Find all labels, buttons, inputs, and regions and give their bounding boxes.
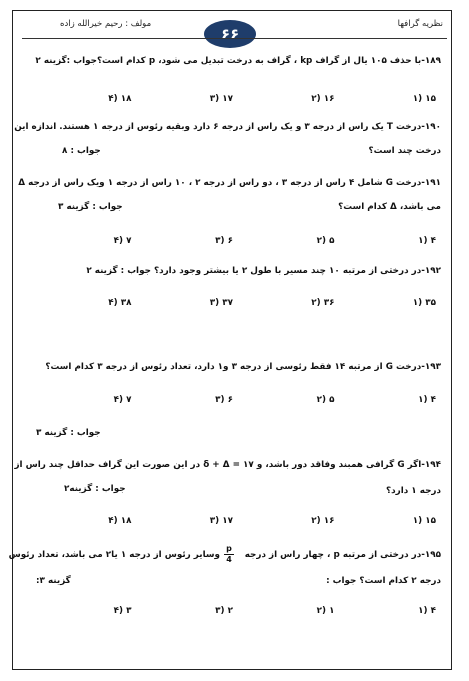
page-frame [12,10,452,670]
author-name: مولف : رحیم خیرالله زاده [60,19,152,29]
fraction-denominator: 4 [226,555,232,564]
option: ۱۶ (۲ [311,516,335,526]
option: ۱۸ (۴ [108,94,132,104]
answer-190: جواب : ۸ [62,146,101,156]
option: ۱۷ (۳ [209,94,233,104]
option: ۱ (۲ [316,606,335,616]
question-191-line2: می باشد، Δ کدام است؟ [338,202,441,212]
question-190-line1: ۱۹۰-درخت T یک راس از درجه ۳ و یک راس از درجه ۶ دارد وبقیه رئوس از درجه ۱ هستند. اندازه این [14,122,441,132]
question-195-line2: درجه ۲ کدام است؟ جواب : [326,576,441,586]
option: ۱۷ (۳ [209,516,233,526]
option: ۵ (۲ [316,395,335,405]
question-189: ۱۸۹-با حذف ۱۰۵ یال از گراف kp ، گراف به درخت تبدیل می شود، p کدام است؟جواب :گزینه ۲ [35,56,441,66]
option: ۳۷ (۳ [209,298,233,308]
question-190-line2: درخت چند است؟ [368,146,441,156]
option: ۳۵ (۱ [412,298,436,308]
options-193 [30,395,436,405]
option: ۷ (۴ [113,236,132,246]
answer-191: جواب : گزینه ۳ [58,202,123,212]
option: ۱۸ (۴ [108,516,132,526]
options-191 [30,236,436,246]
option: ۱۵ (۱ [412,94,436,104]
options-195 [30,606,436,616]
option: ۱۶ (۲ [311,94,335,104]
answer-195: گزینه ۳: [36,576,71,586]
question-192: ۱۹۲-در درختی از مرتبه ۱۰ چند مسیر با طول ۲ یا بیشتر وجود دارد؟ جواب : گزینه ۲ [86,266,441,276]
question-193: ۱۹۳-درخت G از مرتبه ۱۴ فقط رئوسی از درجه ۳ و۱ دارد، تعداد رئوس از درجه ۳ کدام است؟ [45,362,441,372]
option: ۴ (۱ [418,395,436,405]
question-194-line2: درجه ۱ دارد؟ [386,486,441,496]
option: ۴ (۱ [418,606,436,616]
option: ۳ (۴ [113,606,132,616]
question-191-line1: ۱۹۱-درخت G شامل ۴ راس از درجه ۳ ، دو راس از درجه ۲ ، ۱۰ راس از درجه ۱ ویک راس از درجه Δ [18,178,441,188]
option: ۴ (۱ [418,236,436,246]
fraction-numerator: p [226,544,232,553]
option: ۳۸ (۴ [108,298,132,308]
page-number-badge: ۶۶ [204,20,256,48]
option: ۷ (۴ [113,395,132,405]
fraction-p-over-4 [224,545,234,564]
options-189 [30,94,436,104]
question-194-line1: ۱۹۴-اگر G گرافی همبند وفاقد دور باشد، و ۱۷ = δ + Δ در این صورت این گراف حداقل چند راس از [14,460,441,470]
option: ۶ (۳ [215,236,233,246]
option: ۶ (۳ [215,395,233,405]
answer-194: جواب : گزینه۲ [64,484,126,494]
question-195-line1-start: ۱۹۵-در درختی از مرتبه p ، چهار راس از درجه [244,550,441,560]
answer-193: جواب : گزینه ۳ [36,428,101,438]
header-rule [22,38,447,39]
options-192 [30,298,436,308]
options-194 [30,516,436,526]
question-195-line1-end: وسایر رئوس از درجه ۱ یا۲ می باشد، تعداد رئوس [8,550,220,560]
option: ۱۵ (۱ [412,516,436,526]
option: ۳۶ (۲ [311,298,335,308]
option: ۵ (۲ [316,236,335,246]
option: ۲ (۳ [215,606,233,616]
book-title: نظریه گرافها [397,19,443,29]
